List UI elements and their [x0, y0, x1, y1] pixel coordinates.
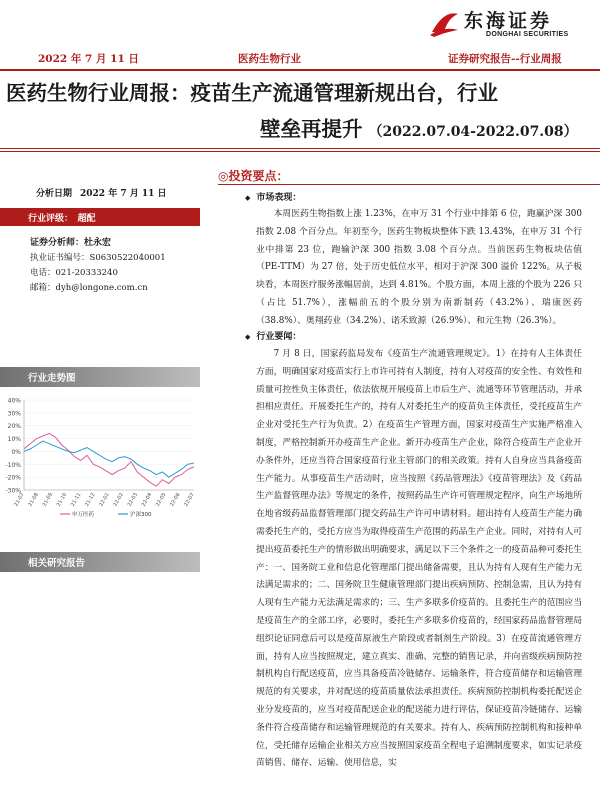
report-date: 2022 年 7 月 11 日 — [38, 53, 139, 65]
x-tick-label: 22-06 — [169, 492, 182, 508]
x-tick-label: 21-11 — [69, 492, 83, 508]
subheading-market — [245, 190, 301, 203]
company-logo — [428, 6, 596, 42]
title-main: 壁垒再提升 — [260, 117, 363, 141]
industry-rating-bar — [0, 208, 200, 226]
y-tick-label: 30% — [7, 410, 21, 418]
x-tick-label: 22-03 — [126, 492, 140, 508]
logo-english: DONGHAI SECURITIES — [486, 31, 569, 38]
x-tick-label: 21-07 — [13, 492, 26, 508]
subheading-news — [245, 329, 301, 342]
industry-trend-chart — [0, 390, 200, 520]
subheading-news-text: 行业要闻： — [256, 332, 302, 342]
market-performance-paragraph: 本周医药生物指数上涨 1.23%，在申万 31 个行业中排第 6 位，跑赢沪深 300 指数 2.08 个百分点。年初至今，医药生物板块整体下跌 13.43%，在申万 31 个行业中排第 23 位，跑输沪深 300 指数 3.08 个百分点。当前医药生物板块估值（PE-TTM）为 27 倍，处于历史低位水平，相对于沪深 300 溢价 122%。从子板块看，本周医疗服务涨幅居前，达到 4.81%。个股方面，本周上涨的个股为 226 只（占比 51.7%），涨幅前五的个股分别为南新制药（43.2%）、瑞康医药（38.8%）、奥翔药业（34.2%）、诺禾致源（26.9%）、和元生物（26.3%）。 — [256, 209, 582, 326]
logo-mark-icon — [428, 8, 460, 38]
analysis-date-label: 分析日期 — [36, 189, 73, 199]
header-divider — [0, 69, 600, 71]
analyst-info — [30, 236, 166, 296]
x-tick-label: 21-09 — [41, 492, 55, 508]
series-line-sw-pharma — [24, 433, 194, 486]
title-date-range: （2022.07.04-2022.07.08） — [368, 124, 578, 140]
y-tick-label: 20% — [7, 423, 21, 431]
related-section-title: 相关研究报告 — [28, 558, 86, 569]
series-line-hs300 — [24, 441, 194, 477]
trend-section-title: 行业走势图 — [28, 373, 76, 384]
subheading-market-text: 市场表现： — [256, 193, 302, 203]
x-tick-label: 22-07 — [183, 492, 196, 508]
y-tick-label: -10% — [5, 461, 21, 469]
analyst-name: 杜永宏 — [84, 238, 112, 248]
y-tick-label: -30% — [5, 487, 21, 495]
analyst-phone: 电话：021-20333240 — [30, 268, 118, 278]
report-title-line1: 医药生物行业周报：疫苗生产流通管理新规出台，行业 — [6, 81, 498, 105]
x-tick-label: 21-12 — [84, 492, 97, 508]
x-tick-label: 22-05 — [154, 492, 168, 508]
analyst-cert: 执业证书编号：S0630522040001 — [30, 253, 166, 263]
x-tick-label: 22-04 — [140, 492, 154, 508]
bullet-icon: ◆ — [245, 332, 251, 341]
legend-label: 沪深300 — [130, 512, 152, 518]
report-title-line2 — [260, 112, 578, 142]
analyst-email[interactable]: 邮箱：dyh@longone.com.cn — [30, 283, 148, 293]
x-tick-label: 22-02 — [112, 492, 125, 508]
title-divider-bottom — [0, 151, 600, 152]
trend-section-bar — [0, 367, 200, 387]
industry-label: 医药生物行业 — [238, 53, 301, 65]
x-tick-label: 21-08 — [27, 492, 40, 508]
logo-chinese: 东海证券 — [464, 10, 553, 32]
y-tick-label: 10% — [7, 436, 21, 444]
analyst-label: 证券分析师： — [30, 238, 85, 248]
header-info-bar — [0, 48, 600, 68]
y-tick-label: 0% — [11, 448, 21, 456]
title-divider-top — [0, 148, 600, 149]
report-type: 证券研究报告--行业周报 — [448, 53, 562, 65]
y-tick-label: -20% — [5, 474, 21, 482]
x-tick-label: 21-10 — [55, 492, 69, 508]
legend-label: 申万医药 — [72, 512, 95, 518]
analysis-date-value: 2022 年 7 月 11 日 — [80, 189, 167, 199]
investment-highlights-heading: ◎投资要点： — [218, 169, 289, 183]
x-tick-label: 22-01 — [98, 492, 111, 508]
related-section-bar — [0, 552, 200, 572]
industry-news-paragraph: 7 月 8 日，国家药监局发布《疫苗生产流通管理规定》。1）在持有人主体责任方面，明确国家对疫苗实行上市许可持有人制度，持有人对疫苗的安全性、有效性和质量可控性负主体责任，依法依规开展疫苗上市后生产、流通等环节管理活动，并承担相应责任。开展委托生产的，持有人对委托生产的疫苗负主体责任，受托疫苗生产企业对受托生产行为负责。2）在疫苗生产管理方面，国家对疫苗生产实施严格准入制度，严格控制新开办疫苗生产企业。新开办疫苗生产企业，除符合疫苗生产企业开办条件外，还应当符合国家疫苗行业主管部门的相关政策。持有人自身应当具备疫苗生产能力。从事疫苗生产活动时，应当按照《药品管理法》《疫苗管理法》及《药品生产监督管理办法》等规定的条件，按照药品生产许可管理规定程序，向生产场地所在地省级药品监督管理部门提交药品生产许可申请材料。超出持有人疫苗生产能力确需委托生产的，受托方应当为取得疫苗生产范围的药品生产企业。同时，对持有人可提出疫苗委托生产的情形做出明确要求，满足以下三个条件之一的疫苗品种可委托生产：一、国务院工业和信息化管理部门提出储备需要，且认为持有人现有生产能力无法满足需求的；二、国务院卫生健康管理部门提出疾病预防、控制急需，且认为持有人现有生产能力无法满足需求的；三、生产多联多价疫苗的。且委托生产的范围应当是疫苗生产的全部工序，必要时，委托生产多联多价疫苗的，经国家药品监督管理局组织论证同意后可以是疫苗原液生产阶段或者制剂生产阶段。3）在疫苗流通管理方面，持有人应当按照规定，建立真实、准确、完整的销售记录，并向省级疾病预防控制机构自行配送疫苗，应当具备疫苗冷链储存、运输条件，符合疫苗储存和运输管理规范的有关要求，并对配送的疫苗质量依法承担责任。疾病预防控制机构委托配送企业分发疫苗的，应当对疫苗配送企业的配送能力进行评估，保证疫苗冷链储存、运输条件符合疫苗储存和运输管理规范的有关要求。持有人、疾病预防控制机构和接种单位，受托储存运输企业相关方应当按照国家疫苗全程电子追溯制度要求，如实记录疫苗销售、储存、运输、使用信息，实 — [256, 349, 582, 769]
y-tick-label: 40% — [7, 397, 21, 405]
bullet-icon: ◆ — [245, 193, 251, 202]
analysis-date — [36, 186, 167, 199]
industry-rating: 行业评级： 超配 — [28, 214, 96, 224]
investment-heading-divider — [218, 184, 600, 185]
